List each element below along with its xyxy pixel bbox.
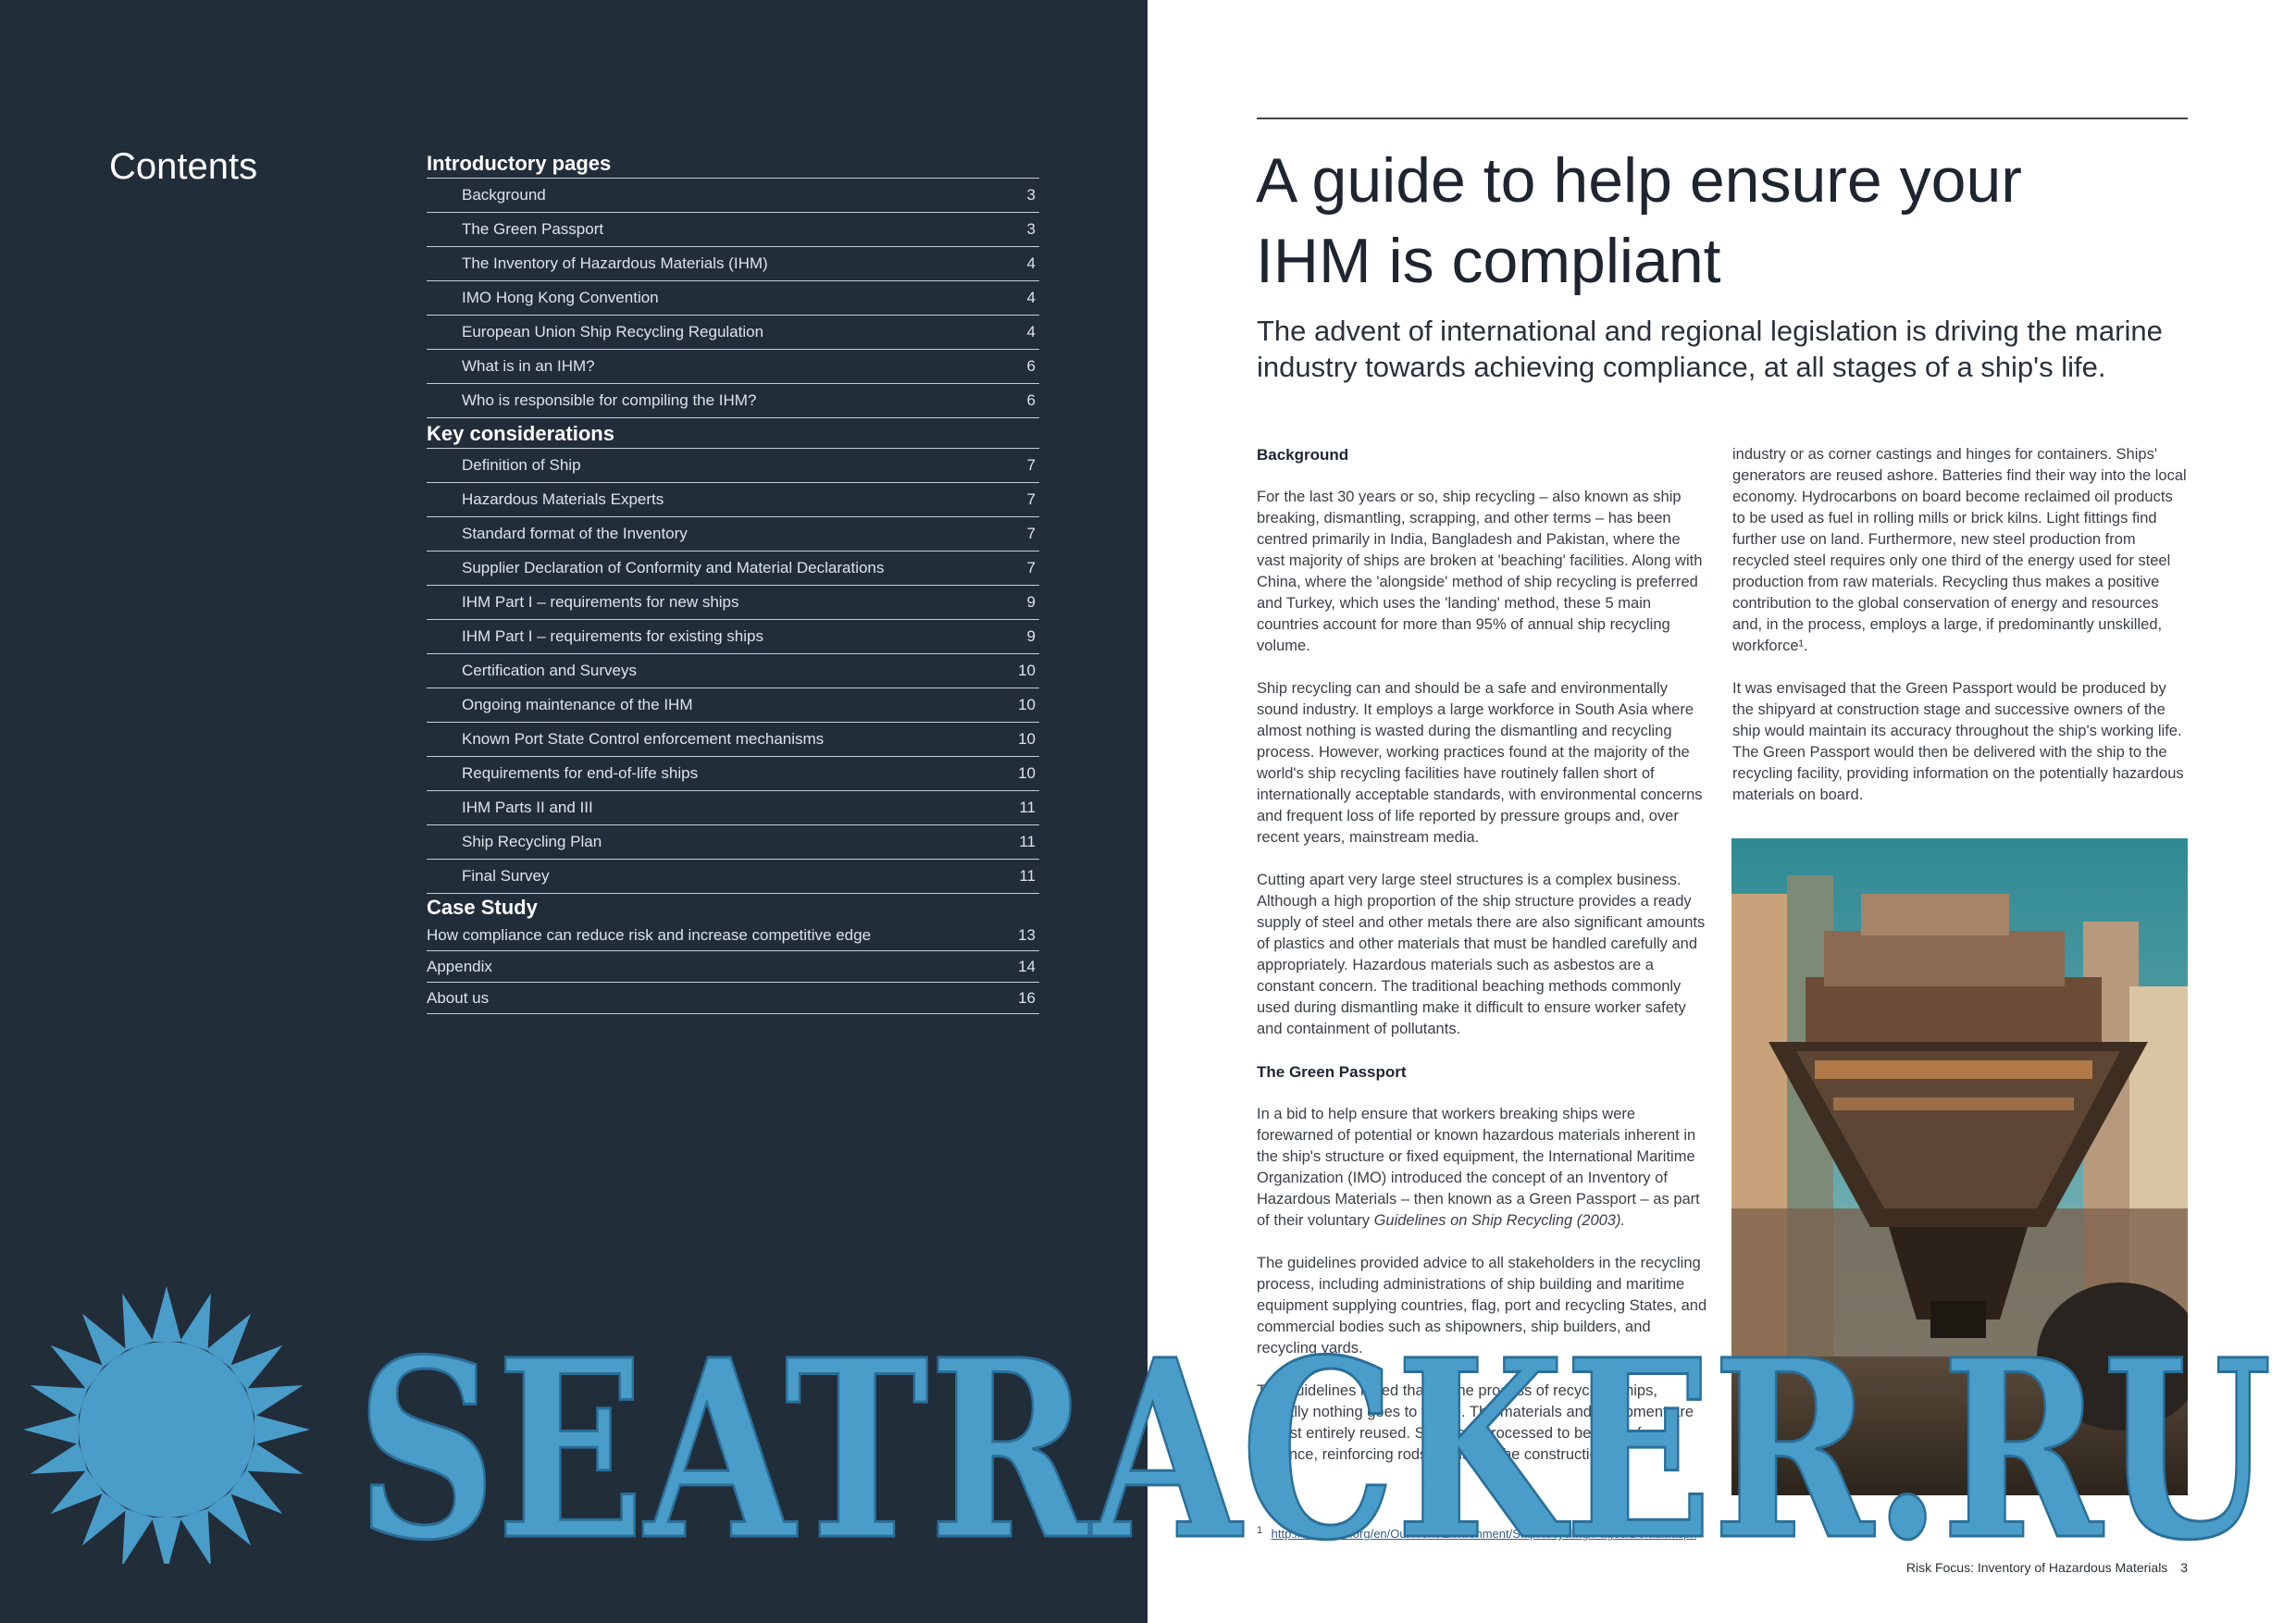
toc-entry-page: 10 (1018, 696, 1036, 713)
top-rule (1257, 118, 2188, 119)
toc-entry-label: Supplier Declaration of Conformity and Material Declarations (462, 559, 885, 576)
toc-entry-page: 3 (1026, 220, 1036, 238)
toc-entry-case-study[interactable] (427, 920, 1039, 951)
toc-entry-label: What is in an IHM? (462, 357, 595, 375)
toc-entry-page: 7 (1026, 456, 1036, 474)
paragraph-text: In a bid to help ensure that workers breaking ships were forewarned of potential or known hazardous materials inherent in the ship's structure or fixed equipment, the International Maritime Organization (IMO) introduced the concept of an Inventory of Hazardous Materials – then known as a Green Passport – as part of their voluntary (1257, 1106, 1700, 1229)
page-title (1256, 141, 2181, 302)
toc-entry-page: 13 (1018, 925, 1036, 944)
toc-entry-label: Final Survey (462, 867, 550, 885)
toc-entry[interactable] (427, 179, 1039, 213)
toc-entry[interactable] (427, 281, 1039, 316)
toc-entry-page: 9 (1026, 593, 1036, 611)
toc-section-heading-introductory: Introductory pages (427, 148, 1039, 179)
toc-entry[interactable] (427, 449, 1039, 483)
toc-entry-label: European Union Ship Recycling Regulation (462, 323, 764, 341)
footnote-link[interactable]: http://www.imo.org/en/OurWork/Environment/ShipRecycling/Pages/Default.aspx (1271, 1527, 1696, 1542)
toc-entry-label: Definition of Ship (462, 456, 581, 474)
page-footer (1905, 1560, 2188, 1575)
toc-entry-label: Hazardous Materials Experts (462, 490, 664, 508)
toc-entry-page: 6 (1026, 357, 1036, 375)
toc-entry-page: 11 (1019, 833, 1036, 850)
watermark-text: SEATRACKER.RU (356, 1307, 2272, 1564)
toc-entry[interactable] (427, 723, 1039, 757)
toc-entry[interactable] (427, 384, 1039, 418)
toc-entry-appendix[interactable] (427, 951, 1039, 983)
toc-entry[interactable] (427, 551, 1039, 586)
paragraph: The guidelines provided advice to all stakeholders in the recycling process, including administrations of ship building and maritime equipment supplying countries, flag, port and recycling States, and commercial bodies such as shipowners, ship builders, and recycling yards. (1257, 1255, 1707, 1357)
footer-title: Risk Focus: Inventory of Hazardous Materials (1905, 1560, 2168, 1575)
paragraph: The guidelines noted that, in the process of recycling ships, virtually nothing goes to waste. The materials and equipment are almost entirely reused. Steel is reprocessed to become, for instance, reinforcing rods for use in the construction (1257, 1382, 1694, 1463)
toc-entry[interactable] (427, 350, 1039, 384)
toc-section-heading-key-considerations: Key considerations (427, 418, 1039, 449)
paragraph (1257, 1104, 1707, 1232)
paragraph: It was envisaged that the Green Passport would be produced by the shipyard at construction stage and successive owners of the ship would maintain its accuracy throughout the ship's working life. The Green Passport would then be delivered with the ship to the recycling facility, providing information on the potentially hazardous materials on board. (1732, 680, 2184, 803)
page-title-line-1: A guide to help ensure your (1256, 145, 2022, 216)
toc-entry-label: Certification and Surveys (462, 662, 637, 679)
contents-title: Contents (109, 146, 258, 187)
section-heading-background: Background (1257, 446, 1349, 464)
toc-entry[interactable] (427, 586, 1039, 620)
toc-entry-about-us[interactable] (427, 983, 1039, 1014)
ship-scrap-photo (1731, 838, 2188, 1495)
toc-entry[interactable] (427, 620, 1039, 654)
toc-entry-label: Known Port State Control enforcement mechanisms (462, 730, 825, 748)
toc-entry[interactable] (427, 654, 1039, 688)
toc-entry-page: 10 (1018, 730, 1036, 748)
paragraph: Ship recycling can and should be a safe and environmentally sound industry. It employs a large workforce in South Asia where almost nothing is wasted during the dismantling and recycling process. However, working practices found at the majority of the world's ship recycling facilities have routinely fallen short of internationally acceptable standards, with environmental concerns and frequent loss of life reported by pressure groups and, over recent years, mainstream media. (1257, 680, 1703, 846)
page-number: 3 (2180, 1560, 2188, 1575)
toc-entry[interactable] (427, 517, 1039, 551)
article-column-1 (1257, 444, 1707, 1487)
toc-entry-page: 7 (1026, 559, 1036, 576)
guidelines-title: Guidelines on Ship Recycling (2003). (1373, 1212, 1626, 1229)
toc-entry-label: Background (462, 186, 546, 204)
toc-entry-label: Appendix (427, 957, 492, 975)
toc-entry-page: 11 (1019, 867, 1036, 885)
toc-entry-label: Standard format of the Inventory (462, 525, 688, 542)
toc-entry-label: About us (427, 988, 490, 1007)
toc-entry[interactable] (427, 688, 1039, 723)
article-column-2 (1732, 444, 2188, 827)
paragraph: industry or as corner castings and hinges for containers. Ships' generators are reused ashore. Batteries find their way into the local economy. Hydrocarbons on board become reclaimed oil products to be used as fuel in rolling mills or brick kilns. Light fittings find further use on land. Furthermore, new steel production from recycled steel requires only one third of the energy used for steel production from raw materials. Recycling thus makes a positive contribution to the global conservation of energy and resources and, in the process, employs a large, if predominantly unskilled, workforce¹. (1732, 446, 2187, 654)
toc-entry-label: IHM Part I – requirements for new ships (462, 593, 739, 611)
toc-entry-label: The Green Passport (462, 220, 604, 238)
toc-entry[interactable] (427, 825, 1039, 860)
toc-entry-page: 4 (1026, 323, 1036, 341)
toc-entry[interactable] (427, 483, 1039, 517)
toc-entry-label: Ongoing maintenance of the IHM (462, 696, 693, 713)
toc-entry-page: 10 (1018, 662, 1036, 679)
toc-entry-page: 9 (1026, 627, 1036, 645)
toc-entry[interactable] (427, 860, 1039, 894)
toc-entry-page: 16 (1018, 988, 1036, 1007)
toc-entry-page: 7 (1026, 525, 1036, 542)
toc-entry-label: Who is responsible for compiling the IHM? (462, 391, 757, 409)
toc-entry-label: IHM Parts II and III (462, 799, 593, 816)
page-subtitle: The advent of international and regional legislation is driving the marine industry towards achieving compliance, at all stages of a ship's life. (1257, 315, 2163, 383)
toc-entry-label: How compliance can reduce risk and increase competitive edge (427, 925, 872, 944)
toc-entry-page: 6 (1026, 391, 1036, 409)
toc-entry[interactable] (427, 316, 1039, 350)
toc-entry-page: 14 (1018, 957, 1036, 975)
toc-entry-label: Requirements for end-of-life ships (462, 764, 699, 782)
paragraph: Cutting apart very large steel structures is a complex business. Although a high proportion of the ship structure provides a ready supply of steel and other metals there are also significant amounts of plastics and other materials that must be handled carefully and appropriately. Hazardous materials such as asbestos are a constant concern. The traditional beaching methods commonly used during dismantling make it difficult to ensure worker safety and containment of pollutants. (1257, 872, 1706, 1037)
page-title-line-2: IHM is compliant (1256, 226, 1721, 296)
toc-entry-page: 4 (1026, 289, 1036, 306)
paragraph: For the last 30 years or so, ship recycling – also known as ship breaking, dismantling, scrapping, and other terms – has been centred primarily in India, Bangladesh and Pakistan, where the vast majority of ships are broken at 'beaching' facilities. Along with China, where the 'alongside' method of ship recycling is preferred and Turkey, which uses the 'landing' method, these 5 main countries account for more than 95% of annual ship recycling volume. (1257, 489, 1703, 654)
toc-entry-page: 3 (1026, 186, 1036, 204)
toc-entry-label: The Inventory of Hazardous Materials (IHM) (462, 254, 768, 272)
toc-entry-page: 10 (1018, 764, 1036, 782)
toc-entry[interactable] (427, 791, 1039, 825)
footnote (1257, 1525, 1696, 1541)
section-heading-green-passport: The Green Passport (1257, 1063, 1407, 1081)
toc-section-heading-case-study: Case Study (427, 896, 538, 919)
toc-entry-label: IHM Part I – requirements for existing ships (462, 627, 763, 645)
toc-entry-label: Ship Recycling Plan (462, 833, 602, 850)
footnote-marker: 1 (1257, 1525, 1263, 1536)
toc-entry-label: IMO Hong Kong Convention (462, 289, 659, 306)
toc-entry[interactable] (427, 213, 1039, 247)
toc-entry-page: 11 (1019, 799, 1036, 816)
toc-entry[interactable] (427, 757, 1039, 791)
toc-entry-page: 4 (1026, 254, 1036, 272)
table-of-contents (427, 148, 1039, 1014)
toc-entry[interactable] (427, 247, 1039, 281)
toc-entry-page: 7 (1026, 490, 1036, 508)
